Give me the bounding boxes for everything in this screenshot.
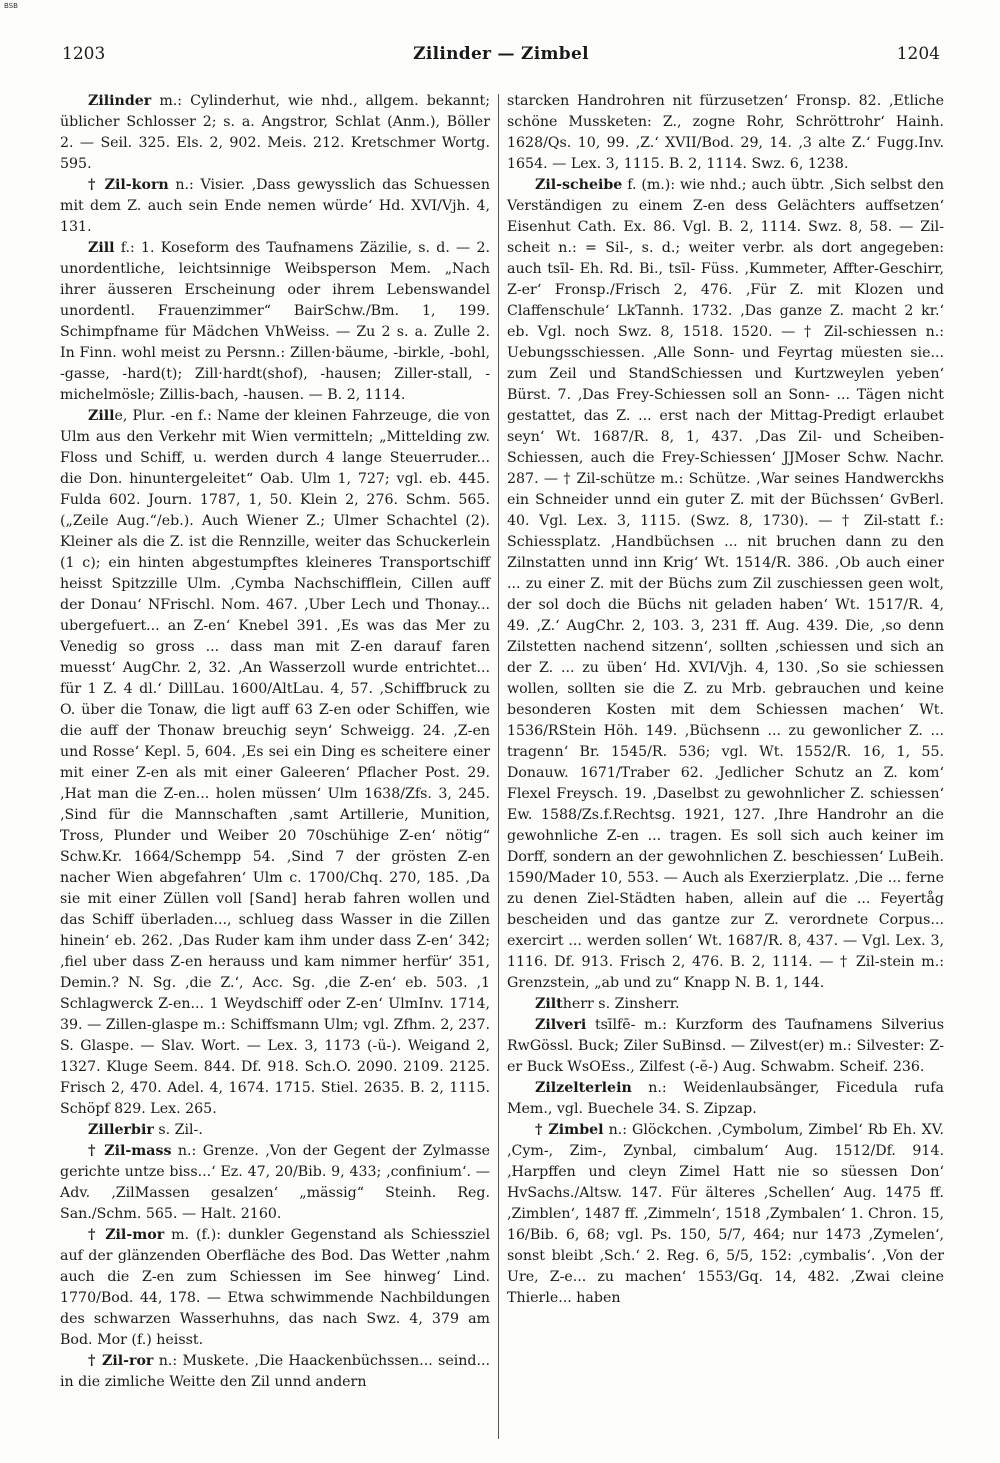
entry-headword: † Zil-korn <box>88 177 169 193</box>
entry-paragraph <box>60 406 490 1120</box>
page-title: Zilinder — Zimbel <box>413 44 589 64</box>
dictionary-entry <box>60 238 490 406</box>
dictionary-entry <box>507 1015 944 1078</box>
dictionary-entry <box>507 1120 944 1309</box>
entry-paragraph <box>507 1120 944 1309</box>
entry-paragraph <box>60 1225 490 1351</box>
page-number-left: 1203 <box>62 44 106 64</box>
entry-paragraph <box>507 1015 944 1078</box>
left-column <box>60 91 490 1393</box>
entry-headword: Zillerbir <box>88 1122 154 1138</box>
library-mark: BSB <box>4 2 18 10</box>
dictionary-entry <box>60 91 490 175</box>
entry-headword: Zill <box>88 408 115 424</box>
dictionary-entry <box>507 91 944 175</box>
entry-text: m. (f.): dunkler Gegenstand als Schiessziel auf der glänzenden Oberfläche des Bod. Das Wetter ‚nahm auch die Z-en zum Schiessen im See hinweg‘ Lind. 1770/Bod. 44, 178. — Etwa schwimmende Nachbildungen des schwarzen Wasserhuhns, das nach Swz. 4, 379 am Bod. Mor (f.) heisst. <box>60 1227 490 1348</box>
entry-text: tsīlfē- m.: Kurzform des Taufnamens Silverius RwGössl. Buck; Ziler SuBinsd. — Zilvest(er) m.: Silvester: Z-er Buck WsOEss., Zilfest (-ĕ-) Aug. Schwabm. Scheif. 236. <box>507 1017 944 1075</box>
entry-text: e, Plur. -en f.: Name der kleinen Fahrzeuge, die von Ulm aus den Verkehr mit Wien vermitteln; „Mittelding zw. Floss und Schiff, u. werden durch 4 lange Steuerruder... die Don. hinuntergeleitet“ Oab. Ulm 1, 727; vgl. eb. 445. Fulda 602. Journ. 1787, 1, 50. Klein 2, 276. Schm. 565. („Zeile Aug.“/eb.). Auch Wiener Z.; Ulmer Schachtel (2). Kleiner als die Z. ist die Rennzille, weiter das Schuckerlein (1 c); ein hinten abgestumpftes kleineres Transportschiff heisst Spitzzille Ulm. ‚Cymba Nachschifflein, Cillen auff der Donau‘ NFrischl. Nom. 467. ‚Uber Lech und Thonay... ubergefuert... an Z-en‘ Knebel 391. ‚Es was das Mer zu Venedig so gross ... dass man mit Z-en darauf faren muesst‘ AugChr. 2, 32. ‚An Wasserzoll wurde entrichtet... für 1 Z. 4 dl.‘ DillLau. 1600/AltLau. 4, 57. ‚Schiffbruck zu O. über die Tonaw, die ligt auff 63 Z-en oder Schiffen, wie die auff der Thonaw breuchig seyn‘ Schweigg. 24. ‚Z-en und Rosse‘ Kepl. 5, 604. ‚Es sei ein Ding es scheitere einer mit einer Z-en als mit einer Galeeren‘ Pflacher Post. 29. ‚Hat man die Z-en... holen müssen‘ Ulm 1638/Zfs. 3, 245. ‚Sind für die Mannschaften ‚samt Artillerie, Munition, Tross, Plunder und Weiber 20 70schühige Z-en‘ nötig“ Schw.Kr. 1664/Schempp 54. ‚Sind 7 der grösten Z-en nacher Wien abgefahren‘ Ulm c. 1700/Chq. 270, 185. ‚Da sie mit einer Züllen voll [Sand] herab fahren wollen und das Schiff überladen..., schlueg dass Wasser in die Zillen hinein‘ eb. 262. ‚Das Ruder kam ihm under dass Z-en‘ 342; ‚fiel uber dass Z-en herauss und kam nimmer herfür‘ 351, Demin.? N. Sg. ‚die Z.‘, Acc. Sg. ‚die Z-en‘ eb. 503. ‚1 Schlagwerck Z-en... 1 Weydschiff oder Z-en‘ UlmInv. 1714, 39. — Zillen-glaspe m.: Schiffsmann Ulm; vgl. Zfhm. 2, 237. S. Glaspe. — Slav. Wort. — Lex. 3, 1173 (-ü-). Weigand 2, 1327. Kluge Seem. 844. Df. 918. Sch.O. 2090. 2109. 2125. Frisch 2, 470. Adel. 4, 1674. 1715. Stiel. 2635. B. 2, 1115. Schöpf 829. Lex. 265. <box>60 408 490 1117</box>
entry-headword: Zilveri <box>535 1017 587 1033</box>
dictionary-entry <box>60 1120 490 1141</box>
entry-text: f.: 1. Koseform des Taufnamens Zäzilie, s. d. — 2. unordentliche, leichtsinnige Weibsperson Mem. „Nach ihrer äusseren Erscheinung oder ihrem Lebenswandel unordentl. Frauenzimmer“ BairSchw./Bm. 1, 199. Schimpfname für Mädchen VhWeiss. — Zu 2 s. a. Zulle 2. In Finn. wohl meist zu Persnn.: Zillen·bäume, -birkle, -bohl, -gasse, -hard(t); Zill·hardt(shof), -hausen; Ziller-stall, -michelmösle; Zillis-bach, -hausen. — B. 2, 1114. <box>60 240 490 403</box>
entry-headword: Zilt <box>535 996 563 1012</box>
right-column <box>507 91 944 1309</box>
entry-paragraph <box>60 175 490 238</box>
column-divider <box>498 94 499 1439</box>
entry-headword: † Zil-mor <box>88 1227 165 1243</box>
entry-paragraph <box>60 1141 490 1225</box>
entry-headword: † Zil-mass <box>88 1143 172 1159</box>
entry-headword: † Zimbel <box>535 1122 604 1138</box>
entry-paragraph <box>60 1351 490 1393</box>
entry-text: m.: Cylinderhut, wie nhd., allgem. bekannt; üblicher Schlosser 2; s. a. Angstror, Schlat (Anm.), Böller 2. — Seil. 325. Els. 2, 902. Meis. 212. Kretschmer Wortg. 595. <box>60 93 490 172</box>
entry-text: n.: Visier. ‚Dass gewysslich das Schuessen mit dem Z. auch sein Ende nemen würde‘ Hd. XVI/Vjh. 4, 131. <box>60 177 490 235</box>
entry-text: f. (m.): wie nhd.; auch übtr. ‚Sich selbst den Verständigen zu einem Z-en dess Gelächters auffsetzen‘ Eisenhut Cath. Ex. 86. Vgl. B. 2, 1114. Swz. 8, 58. — Zil-scheit n.: = Sil-, s. d.; weiter verbr. als dort angegeben: auch tsīl- Eh. Rd. Bi., tsīl- Füss. ‚Kummeter, Affter-Geschirr, Z-er‘ Fronsp./Frisch 2, 476. ‚Für Z. mit Klozen und Claffenschule‘ LkTannh. 1732. ‚Das ganze Z. macht 2 kr.‘ eb. Vgl. noch Swz. 8, 1518. 1520. — † Zil-schiessen n.: Uebungsschiessen. ‚Alle Sonn- und Feyrtag müesten sie... zum Zeil und StandSchiessen und Kurtzweylen yeben‘ Bürst. 7. ‚Das Frey-Schiessen soll an Sonn- ... Tägen nicht gestattet, das Z. ... erst nach der Mittag-Predigt erlaubet seyn‘ Wt. 1687/R. 8, 1, 437. ‚Das Zil- und Scheiben-Schiessen, auch die Frey-Schiessen‘ JJMoser Schw. Nachr. 287. — † Zil-schütze m.: Schütze. ‚War seines Handwerckhs ein Schneider unnd ein guter Z. mit der Büchssen‘ GvBerl. 40. Vgl. Lex. 3, 1115. (Swz. 8, 1730). — † Zil-statt f.: Schiessplatz. ‚Handbüchsen ... nit bruchen dann zu den Zilnstatten unnd inn Krig‘ Wt. 1514/R. 386. ‚Ob auch einer ... zu einer Z. mit der Büchs zum Zil zuschiessen geen wolt, der sol doch die Büchs nit geladen haben‘ Wt. 1517/R. 4, 49. ‚Z.‘ AugChr. 2, 103. 3, 231 ff. Aug. 439. Die, ‚so denn Zilstetten nachend sitzenn‘, sollten ‚schiessen und sich an der Z. ... zu üben‘ Hd. XVI/Vjh. 4, 130. ‚So sie schiessen wollen, sollten sie die Z. zu Mrb. gebrauchen und keine besonderen Kosten mit dem Schiessen machen‘ Wt. 1536/RStein Höh. 149. ‚Büchsenn ... zu gewonlicher Z. ... tragenn‘ Br. 1545/R. 536; vgl. Wt. 1552/R. 16, 1, 55. Donauw. 1671/Traber 62. ‚Jedlicher Schutz an Z. kom‘ Flexel Freysch. 19. ‚Daselbst zu gewohnlicher Z. schiessen‘ Ew. 1588/Zs.f.Rechtsg. 1921, 127. ‚Ihre Handrohr an die gewohnliche Z-en ... tragen. Es soll sich auch keiner im Dorff, sondern an der gewohnlichen Z. beschiessen‘ LuBeih. 1590/Mader 10, 553. — Auch als Exerzierplatz. ‚Die ... ferne zu denen Ziel-Städten haben, allein auf die ... Feyertåg bescheiden und das gantze zur Z. verordnete Corpus... exercirt ... werden sollen‘ Wt. 1687/R. 8, 437. — Vgl. Lex. 3, 1116. Df. 913. Frisch 2, 476. B. 2, 1114. — † Zil-stein m.: Grenzstein, „ab und zu“ Knapp N. B. 1, 144. <box>507 177 944 991</box>
entry-headword: Zilzelterlein <box>535 1080 632 1096</box>
entry-headword: Zill <box>88 240 115 256</box>
dictionary-entry <box>60 1351 490 1393</box>
entry-text: n.: Glöckchen. ‚Cymbolum, Zimbel‘ Rb Eh. XV. ‚Cym-, Zim-, Zynbal, cimbalum‘ Aug. 1512/Df. 914. ‚Harpffen und cleyn Zimel Hatt nie so süessen Don‘ HvSachs./Altsw. 147. Für älteres ‚Schellen‘ Aug. 1475 ff. ‚Zimblen‘, 1487 ff. ‚Zimmeln‘, 1518 ‚Zymbalen‘ 1. Chron. 15, 16/Bib. 6, 68; vgl. Ps. 150, 5/7, 464; nur 1473 ‚Zymelen‘, sonst bleibt ‚Sch.‘ 2. Reg. 6, 5/5, 152: ‚cymbalis‘. ‚Von der Ure, Z-e... zu machen‘ 1553/Gq. 14, 482. ‚Zwai cleine Thierle... haben <box>507 1122 944 1306</box>
entry-text: n.: Grenze. ‚Von der Gegent der Zylmasse gerichte untze biss...‘ Ez. 47, 20/Bib. 9, 433; ‚confinium‘. — Adv. ‚ZilMassen gesalzen‘ „mässig“ Steinh. Reg. San./Schm. 565. — Halt. 2160. <box>60 1143 490 1222</box>
dictionary-entry <box>60 406 490 1120</box>
dictionary-entry <box>60 1225 490 1351</box>
entry-headword: Zilinder <box>88 93 152 109</box>
entry-paragraph <box>507 91 944 175</box>
entry-paragraph <box>507 994 944 1015</box>
entry-paragraph <box>507 1078 944 1120</box>
entry-text: n.: Muskete. ‚Die Haackenbüchssen... seind... in die zimliche Weitte den Zil unnd andern <box>60 1353 490 1390</box>
entry-paragraph <box>60 238 490 406</box>
entry-paragraph <box>60 91 490 175</box>
entry-text: starcken Handrohren nit fürzusetzen‘ Fronsp. 82. ‚Etliche schöne Mussketen: Z., zogne Rohr, Schröttrohr‘ Hainh. 1628/Qs. 10, 99. ‚Z.‘ XVII/Bod. 29, 14. ‚3 alte Z.‘ Fugg.Inv. 1654. — Lex. 3, 1115. B. 2, 1114. Swz. 6, 1238. <box>507 93 944 172</box>
dictionary-entry <box>60 1141 490 1225</box>
entry-headword: † Zil-ror <box>88 1353 154 1369</box>
entry-paragraph <box>60 1120 490 1141</box>
entry-text: herr s. Zinsherr. <box>562 996 680 1012</box>
entry-text: n.: Weidenlaubsänger, Ficedula rufa Mem., vgl. Buechele 34. S. Zipzap. <box>507 1080 944 1117</box>
entry-headword: Zil-scheibe <box>535 177 623 193</box>
dictionary-entry <box>507 1078 944 1120</box>
dictionary-entry <box>507 175 944 994</box>
page-number-right: 1204 <box>896 44 940 64</box>
page-header <box>62 44 940 74</box>
entry-paragraph <box>507 175 944 994</box>
entry-text: s. Zil-. <box>153 1122 203 1138</box>
dictionary-entry <box>507 994 944 1015</box>
dictionary-entry <box>60 175 490 238</box>
